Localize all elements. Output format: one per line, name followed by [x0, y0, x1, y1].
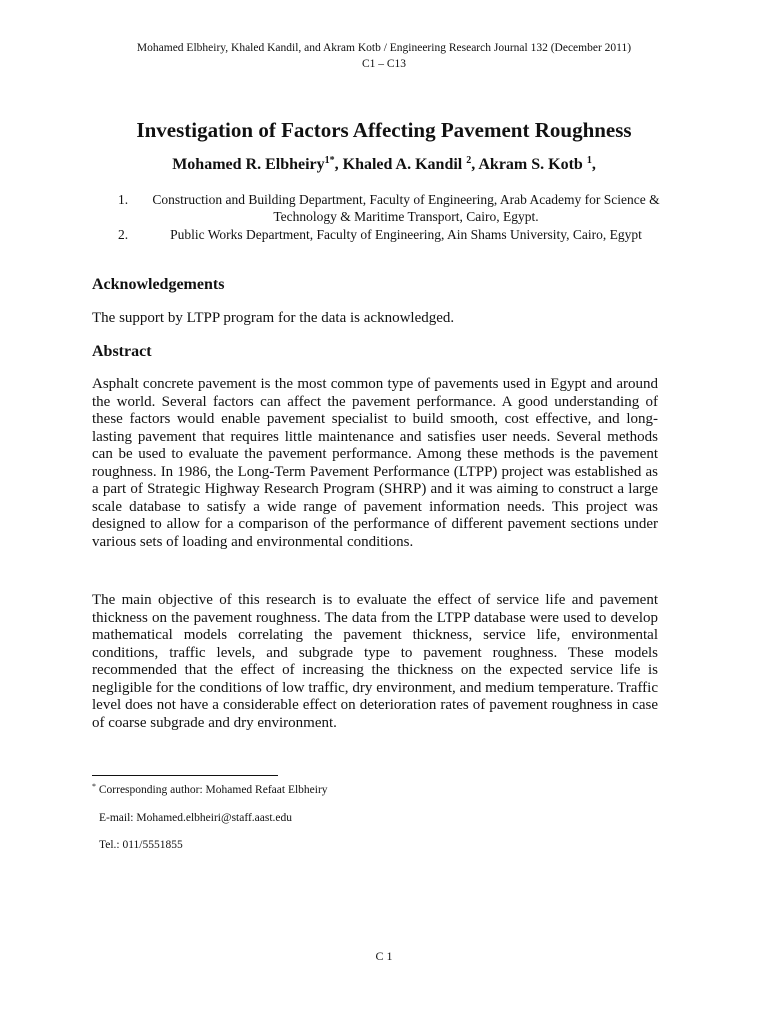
acknowledgements-heading: Acknowledgements — [92, 276, 225, 293]
abstract-heading: Abstract — [92, 343, 152, 360]
affiliation-text: Public Works Department, Faculty of Engineering, Ain Shams University, Cairo, Egypt — [170, 227, 642, 242]
author-affiliation-marker: 1* — [324, 155, 335, 166]
footnote-divider — [92, 775, 278, 776]
page-number: C 1 — [375, 949, 393, 963]
running-head — [60, 40, 708, 72]
running-head-pages: C1 – C13 — [361, 58, 407, 70]
author-separator: , — [591, 156, 596, 173]
affiliation-list — [112, 191, 672, 244]
affiliation-item — [112, 226, 672, 243]
footnote-email: E-mail: Mohamed.elbheiri@staff.aast.edu — [99, 812, 293, 824]
author-separator: , — [334, 156, 343, 173]
acknowledgements-text: The support by LTPP program for the data is acknowledged. — [92, 310, 455, 326]
author-name: Akram S. Kotb — [478, 156, 587, 173]
author-list — [40, 154, 728, 176]
author-name: Khaled A. Kandil — [342, 156, 467, 173]
abstract-paragraph-2: The main objective of this research is to evaluate the effect of service life and pavement thickness on the pavement roughness. The data from the LTPP database were used to develop mathematical models correlating the pavement thickness, service life, environmental conditions, traffic levels, and subgrade type to pavement roughness. These models recommended that the effect of increasing the thickness on the expected service life is negligible for the conditions of low traffic, dry environment, and medium temperature. Traffic level does not have a considerable effect on deterioration rates of pavement roughness in case of coarse subgrade and dry environment. — [92, 592, 658, 731]
author-affiliation-marker: 1 — [586, 155, 592, 166]
author-name: Mohamed R. Elbheiry — [172, 156, 325, 173]
affiliation-text: Construction and Building Department, Faculty of Engineering, Arab Academy for Science & Technology & Maritime Transport, Cairo, Egypt. — [152, 192, 660, 224]
affiliation-number: 1. — [118, 192, 129, 207]
running-head-citation: Mohamed Elbheiry, Khaled Kandil, and Akram Kotb / Engineering Research Journal 132 (December 2011) — [136, 42, 632, 54]
paper-title: Investigation of Factors Affecting Pavement Roughness — [136, 118, 632, 142]
affiliation-item — [112, 191, 672, 225]
author-affiliation-marker: 2 — [466, 155, 472, 166]
footnote-corresponding-author — [92, 783, 328, 797]
author-separator: , — [471, 156, 479, 173]
affiliation-number: 2. — [118, 227, 129, 242]
footnote-telephone: Tel.: 011/5551855 — [99, 839, 183, 851]
footnote-marker: * — [92, 782, 96, 791]
abstract-paragraph-1: Asphalt concrete pavement is the most common type of pavements used in Egypt and around the world. Several factors can affect the pavement performance. A good understanding of these factors would enable pavement specialist to build smooth, cost effective, and long-lasting pavement that requires little maintenance and satisfies user needs. Several methods can be used to evaluate the pavement performance. Among these methods is the pavement roughness. In 1986, the Long-Term Pavement Performance (LTPP) project was established as a part of Strategic Highway Research Program (SHRP) and it was aiming to construct a large scale database to satisfy a wide range of pavement information needs. This project was designed to allow for a comparison of the performance of different pavement sections under various sets of loading and environmental conditions. — [92, 376, 658, 550]
footnote-corresponding-text: Corresponding author: Mohamed Refaat Elbheiry — [98, 784, 328, 796]
